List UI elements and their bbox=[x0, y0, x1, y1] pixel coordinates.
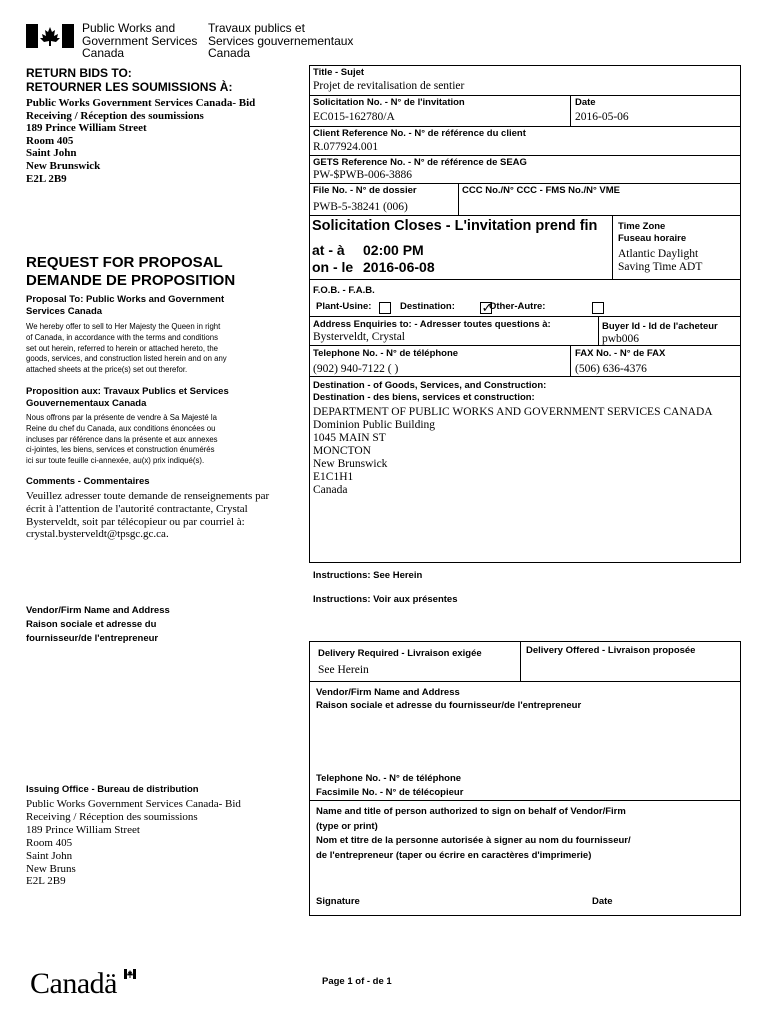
vendor-firm-label: Vendor/Firm Name and Address Raison sociale et adresse du fournisseur/de l'entrepreneur bbox=[316, 687, 582, 711]
address-enquiries-label: Address Enquiries to: - Adresser toutes questions à: bbox=[313, 319, 551, 330]
fax-label: FAX No. - N° de FAX bbox=[575, 348, 666, 359]
return-bids-title: RETURN BIDS TO: RETOURNER LES SOUMISSIONS À: bbox=[26, 66, 233, 94]
closing-time: 02:00 PM bbox=[363, 242, 424, 258]
proposition-heading: Proposition aux: Travaux Publics et Services Gouvernementaux Canada bbox=[26, 386, 229, 409]
solicitation-closes-title: Solicitation Closes - L'invitation prend fin bbox=[312, 218, 598, 234]
authorized-signer-label: Name and title of person authorized to sign on behalf of Vendor/Firm (type or print) Nom et titre de la personne autorisée à signer au nom du fournisseur/ de l'entrepreneur (taper ou écrire en caractères d'imprimerie) bbox=[316, 806, 631, 861]
plant-checkbox[interactable] bbox=[379, 302, 391, 314]
buyer-id-label: Buyer Id - Id de l'acheteur bbox=[602, 321, 718, 332]
canada-flag-icon bbox=[26, 24, 74, 48]
canada-wordmark-text: Canadä bbox=[30, 967, 117, 1000]
check-icon: ✓ bbox=[481, 299, 493, 315]
telephone-label: Telephone No. - N° de téléphone bbox=[313, 348, 459, 359]
gets-ref-label: GETS Reference No. - N° de référence de SEAG bbox=[313, 157, 527, 168]
delivery-required-value: See Herein bbox=[318, 664, 369, 676]
on-label: on - le bbox=[312, 259, 354, 275]
telephone-value: (902) 940-7122 ( ) bbox=[313, 363, 399, 375]
date-value: 2016-05-06 bbox=[575, 111, 629, 123]
ccc-no-label: CCC No./N° CCC - FMS No./N° VME bbox=[462, 185, 621, 196]
destination-label: Destination: bbox=[400, 301, 455, 312]
client-ref-label: Client Reference No. - N° de référence du client bbox=[313, 128, 526, 139]
issuing-office-label: Issuing Office - Bureau de distribution bbox=[26, 784, 199, 795]
timezone-value: Atlantic Daylight Saving Time ADT bbox=[618, 248, 703, 273]
department-name-en: Public Works and Government Services Canada bbox=[82, 21, 198, 60]
comments-body: Veuillez adresser toute demande de renseignements par écrit à l'attention de l'autorité contractante, Crystal Bysterveldt, soit par télécopieur ou par courriel à: crystal.bysterveldt@tpsgc.gc.ca. bbox=[26, 490, 270, 541]
solicitation-value: EC015-162780/A bbox=[313, 111, 395, 123]
page-number: Page 1 of - de 1 bbox=[322, 976, 392, 987]
address-enquiries-value: Bysterveldt, Crystal bbox=[313, 331, 405, 343]
instructions-fr: Instructions: Voir aux présentes bbox=[313, 594, 458, 605]
proposition-body: Nous offrons par la présente de vendre à Sa Majesté la Reine du chef du Canada, aux conditions énoncées ou incluses par référence dans la présente et aux annexes ci-jointes, les biens, services et construction énumérés ici sur toute feuille ci-annexée, au(x) prix indiqué(s). bbox=[26, 413, 218, 466]
other-label: Other-Autre: bbox=[489, 301, 546, 312]
file-no-label: File No. - N° de dossier bbox=[313, 185, 417, 196]
at-label: at - à bbox=[312, 242, 345, 258]
instructions-en: Instructions: See Herein bbox=[313, 570, 423, 581]
timezone-label: Time Zone Fuseau horaire bbox=[618, 221, 687, 244]
destination-goods-value: DEPARTMENT OF PUBLIC WORKS AND GOVERNMENT SERVICES CANADA Dominion Public Building 1045 MAIN ST MONCTON New Brunswick E1C1H1 Canada bbox=[313, 406, 713, 496]
fax-value: (506) 636-4376 bbox=[575, 363, 647, 375]
date-label: Date bbox=[575, 97, 596, 108]
rfp-title: REQUEST FOR PROPOSAL DEMANDE DE PROPOSITION bbox=[26, 254, 236, 289]
canada-wordmark bbox=[30, 966, 140, 1002]
proposal-to-heading: Proposal To: Public Works and Government Services Canada bbox=[26, 294, 225, 317]
closing-date: 2016-06-08 bbox=[363, 259, 435, 275]
title-label: Title - Sujet bbox=[313, 67, 365, 78]
vendor-firm-label-left: Vendor/Firm Name and Address Raison sociale et adresse du fournisseur/de l'entrepreneur bbox=[26, 605, 170, 644]
title-value: Projet de revitalisation de sentier bbox=[313, 80, 465, 92]
fob-label: F.O.B. - F.A.B. bbox=[313, 285, 375, 296]
destination-goods-label: Destination - of Goods, Services, and Construction: Destination - des biens, services et construction: bbox=[313, 380, 547, 403]
issuing-office-address: Public Works Government Services Canada- Bid Receiving / Réception des soumissions 189 Prince William Street Room 405 Saint John New Bruns E2L 2B9 bbox=[26, 798, 241, 888]
client-ref-value: R.077924.001 bbox=[313, 141, 379, 153]
signature-label: Signature bbox=[316, 896, 360, 907]
solicitation-label: Solicitation No. - N° de l'invitation bbox=[313, 97, 465, 108]
signature-date-label: Date bbox=[592, 896, 613, 907]
department-name-fr: Travaux publics et Services gouvernementaux Canada bbox=[208, 21, 354, 60]
comments-heading: Comments - Commentaires bbox=[26, 476, 150, 487]
proposal-to-body: We hereby offer to sell to Her Majesty the Queen in right of Canada, in accordance with the terms and conditions set out herein, referred to herein or attached hereto, the goods, services, and construction listed herein and on any attached sheets at the price(s) set out therefor. bbox=[26, 322, 227, 375]
delivery-offered-label: Delivery Offered - Livraison proposée bbox=[526, 645, 696, 656]
phone-fax-label: Telephone No. - N° de téléphone Facsimile No. - N° de télécopieur bbox=[316, 773, 464, 798]
return-bids-address: Public Works Government Services Canada- Bid Receiving / Réception des soumissions 189 Prince William Street Room 405 Saint John New Brunswick E2L 2B9 bbox=[26, 97, 256, 185]
file-no-value: PWB-5-38241 (006) bbox=[313, 201, 408, 213]
delivery-required-label: Delivery Required - Livraison exigée bbox=[318, 648, 482, 659]
gets-ref-value: PW-$PWB-006-3886 bbox=[313, 169, 413, 181]
other-checkbox[interactable] bbox=[592, 302, 604, 314]
plant-label: Plant-Usine: bbox=[316, 301, 372, 312]
buyer-id-value: pwb006 bbox=[602, 333, 640, 345]
